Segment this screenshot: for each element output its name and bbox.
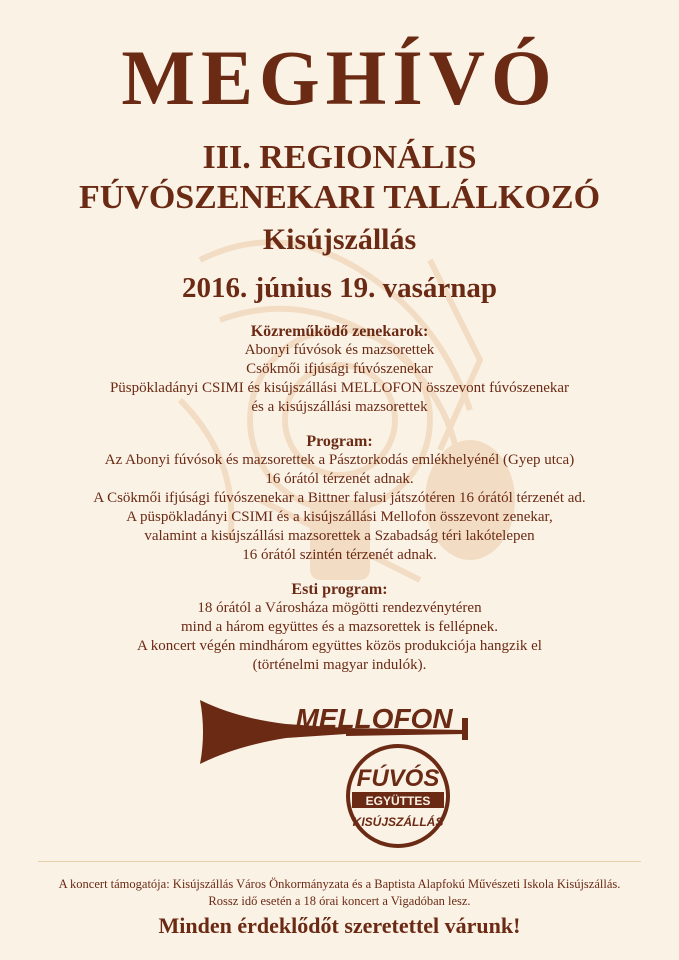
mellofon-logo bbox=[196, 692, 486, 852]
event-subtitle-line1: III. REGIONÁLIS bbox=[202, 139, 477, 176]
participants-heading: Közreműködő zenekarok: bbox=[250, 323, 429, 340]
program-line: 16 órától térzenét adnak. bbox=[265, 471, 414, 487]
program-heading: Program: bbox=[306, 433, 373, 450]
logo-word-kisujszallas: KISÚJSZÁLLÁS bbox=[352, 815, 444, 829]
invitation-title: MEGHÍVÓ bbox=[121, 34, 558, 121]
logo-word-fuvos: FÚVÓS bbox=[356, 765, 440, 792]
program-line: Az Abonyi fúvósok és mazsorettek a Pásztorkodás emlékhelyénél (Gyep utca) bbox=[104, 452, 575, 468]
evening-line: 18 órától a Városháza mögötti rendezvénytéren bbox=[197, 600, 482, 616]
event-date: 2016. június 19. vasárnap bbox=[181, 272, 498, 304]
participant-line: és a kisújszállási mazsorettek bbox=[251, 399, 428, 415]
program-line: valamint a kisújszállási mazsorettek a Szabadság téri lakótelepen bbox=[144, 528, 535, 544]
closing-invitation: Minden érdeklődőt szeretettel várunk! bbox=[158, 913, 521, 938]
evening-section bbox=[0, 580, 679, 675]
program-section bbox=[0, 432, 679, 565]
program-line: A Csökmői ifjúsági fúvószenekar a Bittner falusi játszótéren 16 órától térzenét ad. bbox=[93, 490, 586, 506]
evening-heading: Esti program: bbox=[291, 581, 388, 598]
footer-divider bbox=[38, 861, 641, 862]
event-subtitle-line2: FÚVÓSZENEKARI TALÁLKOZÓ bbox=[78, 179, 601, 216]
evening-line: mind a három együttes és a mazsorettek is fellépnek. bbox=[181, 619, 498, 635]
participant-line: Püspökladányi CSIMI és kisújszállási MELLOFON összevont fúvószenekar bbox=[109, 380, 570, 396]
evening-line: A koncert végén mindhárom együttes közös produkciója hangzik el bbox=[137, 638, 542, 654]
participant-line: Csökmői ifjúsági fúvószenekar bbox=[246, 361, 433, 377]
evening-line: (történelmi magyar indulók). bbox=[252, 657, 427, 673]
sponsor-text: A koncert támogatója: Kisújszállás Város Önkormányzata és a Baptista Alapfokú Művészeti Iskola Kisújszállás. bbox=[58, 877, 621, 891]
weather-note: Rossz idő esetén a 18 órai koncert a Vigadóban lesz. bbox=[208, 894, 471, 908]
program-line: A püspökladányi CSIMI és a kisújszállási Mellofon összevont zenekar, bbox=[126, 509, 553, 525]
participants-section bbox=[0, 322, 679, 417]
event-city: Kisújszállás bbox=[262, 223, 417, 256]
program-line: 16 órától szintén térzenét adnak. bbox=[242, 547, 437, 563]
logo-word-egyuttes: EGYÜTTES bbox=[365, 794, 431, 808]
logo-word-mellofon: MELLOFON bbox=[295, 703, 453, 734]
participant-line: Abonyi fúvósok és mazsorettek bbox=[244, 342, 435, 358]
